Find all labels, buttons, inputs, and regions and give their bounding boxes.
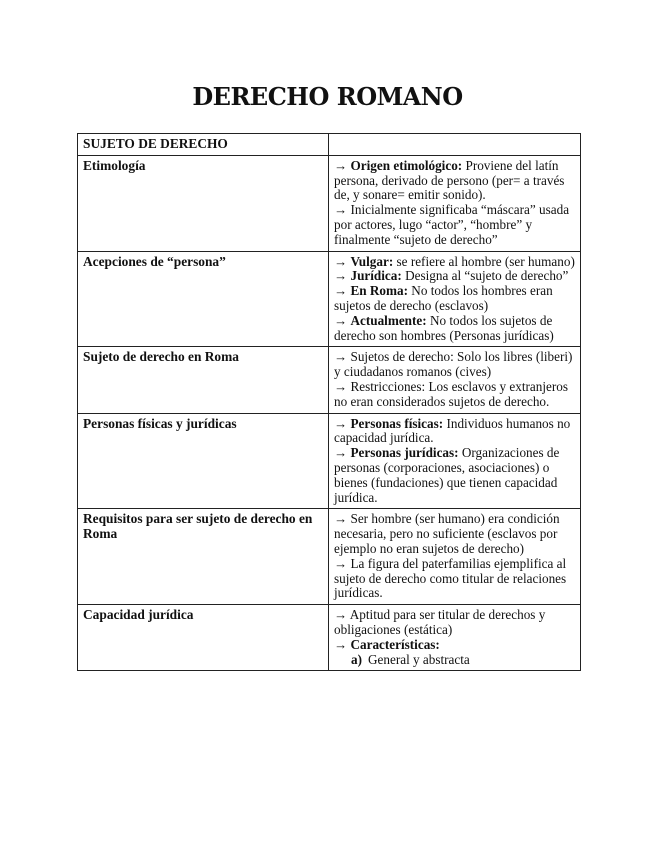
list-item <box>334 653 575 668</box>
description-text: Organizaciones de personas (corporaciones, asociaciones) o bienes (fundaciones) que tienen capacidad jurídica. <box>334 445 560 505</box>
description-line <box>334 608 575 638</box>
arrow-icon: → <box>334 253 351 269</box>
description-text: Proviene del latín persona, derivado de persono (per= a través de, y sonare= emitir sonido). <box>334 157 565 203</box>
description-line <box>334 446 575 505</box>
arrow-icon: → <box>334 202 351 218</box>
description-text: Individuos humanos no capacidad jurídica. <box>334 415 571 446</box>
table-row <box>78 347 581 413</box>
description-line <box>334 380 575 410</box>
keyword: Personas jurídicas: <box>350 445 459 461</box>
description-cell <box>329 605 581 671</box>
arrow-icon: → <box>334 378 351 394</box>
table-row <box>78 413 581 509</box>
arrow-icon: → <box>334 283 351 299</box>
table-row <box>78 605 581 671</box>
description-cell <box>329 251 581 347</box>
list-item-text: General y abstracta <box>368 651 470 667</box>
list-item-letter: a) <box>351 651 362 667</box>
table-row <box>78 251 581 347</box>
description-line <box>334 314 575 344</box>
description-cell <box>329 413 581 509</box>
description-cell <box>329 347 581 413</box>
arrow-icon: → <box>334 312 351 328</box>
header-cell-right <box>329 134 581 156</box>
term-cell: Personas físicas y jurídicas <box>78 413 329 509</box>
description-text: No todos los hombres eran sujetos de derecho (esclavos) <box>334 283 553 313</box>
term-cell: Requisitos para ser sujeto de derecho en Roma <box>78 509 329 605</box>
description-text: No todos los sujetos de derecho son hombres (Personas jurídicas) <box>334 312 554 343</box>
term-cell: Sujeto de derecho en Roma <box>78 347 329 413</box>
description-line <box>334 255 575 270</box>
description-line <box>334 284 575 314</box>
table-header-row <box>78 134 581 156</box>
arrow-icon: → <box>334 607 350 623</box>
description-line <box>334 350 575 380</box>
arrow-icon: → <box>334 157 351 173</box>
description-cell <box>329 509 581 605</box>
description-line <box>334 203 575 247</box>
description-line <box>334 417 575 447</box>
term-cell: Etimología <box>78 155 329 251</box>
description-text: Aptitud para ser titular de derechos y obligaciones (estática) <box>334 607 546 637</box>
arrow-icon: → <box>334 636 351 652</box>
term-cell: Capacidad jurídica <box>78 605 329 671</box>
table-row <box>78 509 581 605</box>
keyword: Actualmente: <box>350 312 427 328</box>
description-line <box>334 269 575 284</box>
keyword: Vulgar: <box>350 253 394 269</box>
description-line <box>334 638 575 653</box>
description-text: Sujetos de derecho: Solo los libres (liberi) y ciudadanos romanos (cives) <box>334 349 573 380</box>
concept-table <box>77 133 581 671</box>
arrow-icon: → <box>334 445 351 461</box>
table-row <box>78 155 581 251</box>
term-cell: Acepciones de “persona” <box>78 251 329 347</box>
header-cell-left: SUJETO DE DERECHO <box>78 134 329 156</box>
page-title: DERECHO ROMANO <box>192 82 463 111</box>
keyword: Jurídica: <box>350 268 402 284</box>
arrow-icon: → <box>334 415 351 431</box>
description-text: Restricciones: Los esclavos y extranjeros no eran considerados sujetos de derecho. <box>334 378 569 409</box>
arrow-icon: → <box>334 349 351 365</box>
arrow-icon: → <box>334 268 351 284</box>
description-line <box>334 159 575 203</box>
arrow-icon: → <box>334 511 351 527</box>
keyword: En Roma: <box>350 283 408 299</box>
keyword: Características: <box>350 636 440 652</box>
description-line <box>334 512 575 556</box>
description-line <box>334 557 575 601</box>
description-text: Ser hombre (ser humano) era condición necesaria, pero no suficiente (esclavos por ejemplo no eran sujetos de derecho) <box>334 511 560 556</box>
description-text: Designa al “sujeto de derecho” <box>401 268 569 284</box>
description-text: se refiere al hombre (ser humano) <box>393 253 575 269</box>
description-text: Inicialmente significaba “máscara” usada por actores, lugo “actor”, “hombre” y finalmente “sujeto de derecho” <box>334 202 570 247</box>
arrow-icon: → <box>334 555 351 571</box>
keyword: Origen etimológico: <box>350 157 463 173</box>
description-cell <box>329 155 581 251</box>
keyword: Personas físicas: <box>350 415 444 431</box>
description-text: La figura del paterfamilias ejemplifica al sujeto de derecho como titular de relaciones jurídicas. <box>334 555 567 601</box>
